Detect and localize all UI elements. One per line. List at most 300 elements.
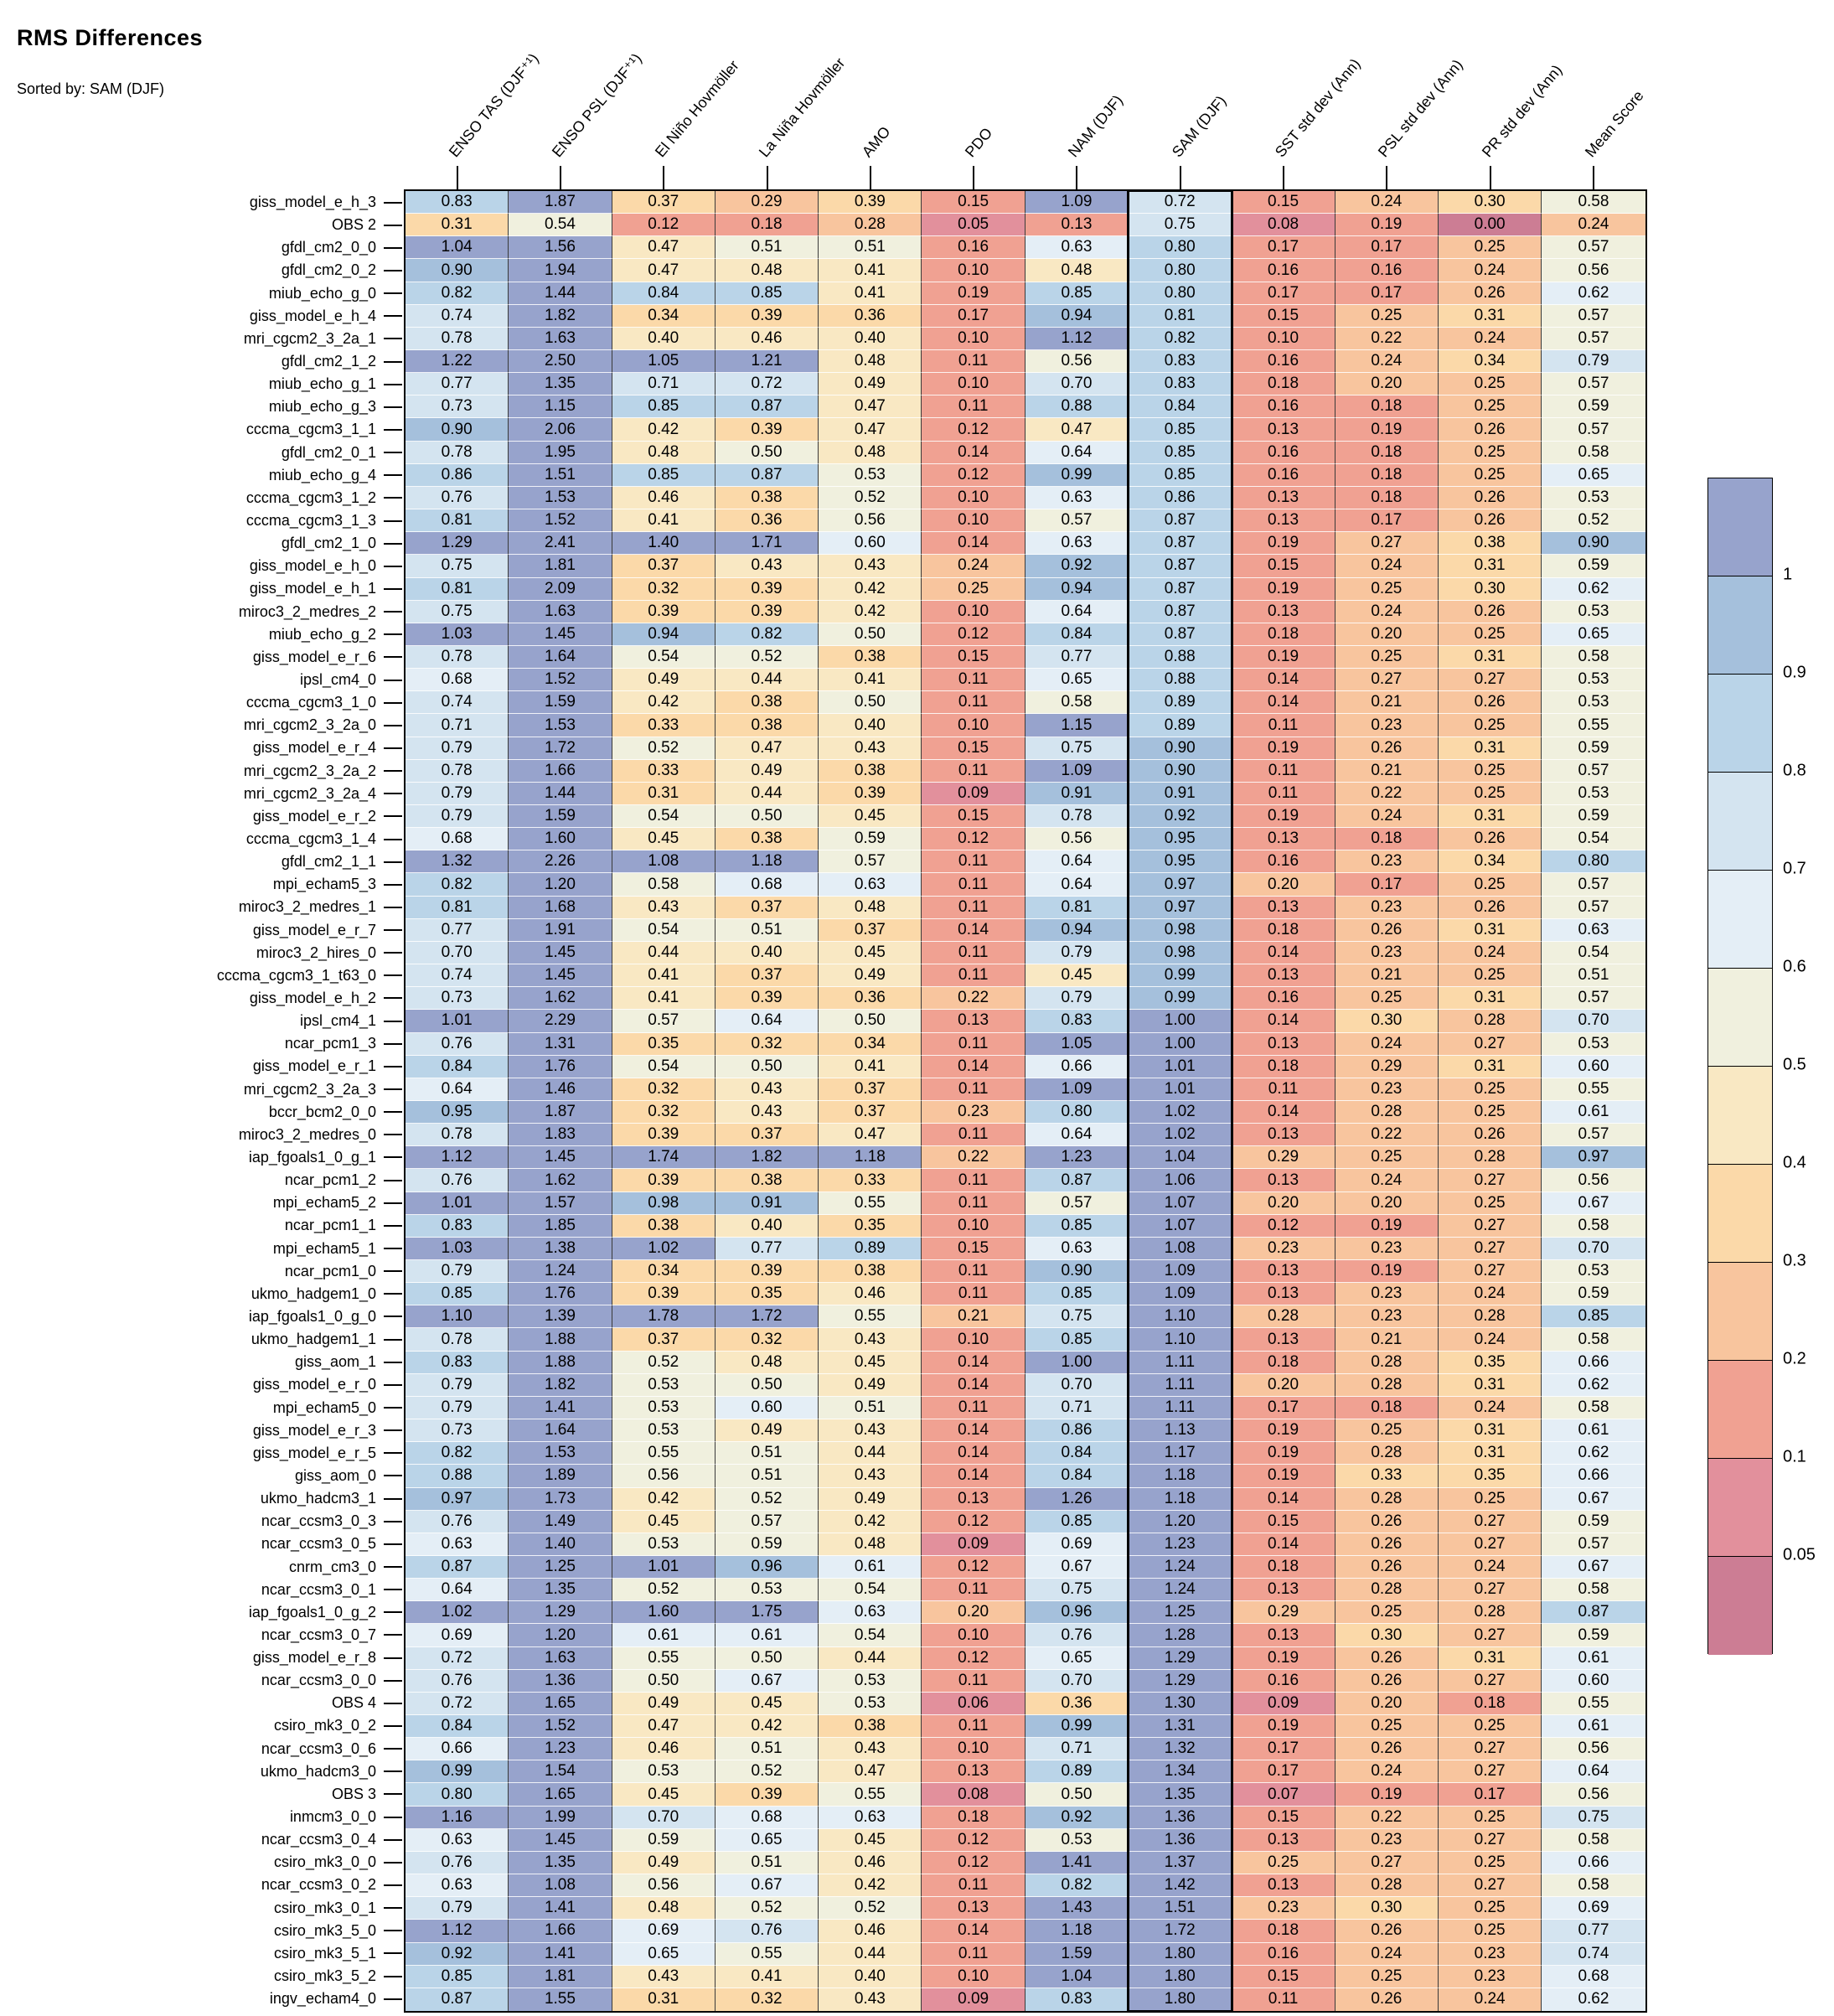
model-name-label: giss_model_e_h_1 [249, 580, 376, 597]
legend-color-block [1708, 1361, 1772, 1459]
heatmap-cell: 1.35 [509, 1579, 612, 1601]
column-tick [1283, 166, 1284, 189]
row-label-row [0, 1124, 402, 1146]
heatmap-cell: 0.57 [716, 1511, 819, 1533]
heatmap-cell: 0.25 [1335, 305, 1439, 328]
heatmap-cell: 1.51 [1129, 1897, 1232, 1920]
heatmap-cell: 0.19 [1335, 1783, 1439, 1806]
model-name-label: miroc3_2_medres_1 [238, 898, 376, 916]
heatmap-cell: 0.19 [922, 282, 1025, 305]
heatmap-cell: 0.31 [1439, 1419, 1542, 1442]
heatmap-cell: 0.31 [1439, 919, 1542, 942]
row-tick [384, 1180, 402, 1181]
row-tick [384, 588, 402, 590]
row-label-row [0, 1101, 402, 1124]
heatmap-cell: 0.13 [1232, 897, 1335, 919]
heatmap-cell: 0.36 [819, 305, 922, 328]
heatmap-cell: 0.12 [612, 214, 716, 236]
column-tick [1593, 166, 1594, 189]
heatmap-cell: 1.01 [406, 1010, 509, 1032]
heatmap-cell: 0.51 [716, 1738, 819, 1760]
heatmap-cell: 0.12 [922, 418, 1025, 441]
heatmap-cell: 1.20 [509, 1624, 612, 1646]
heatmap-cell: 0.11 [1232, 783, 1335, 805]
heatmap-cell: 1.94 [509, 259, 612, 282]
heatmap-cell: 1.16 [406, 1807, 509, 1829]
heatmap-cell: 0.31 [612, 1988, 716, 2011]
heatmap-cell: 0.81 [1129, 305, 1232, 328]
heatmap-cell: 0.17 [1335, 873, 1439, 896]
heatmap-cell: 0.37 [716, 897, 819, 919]
heatmap-cell: 1.91 [509, 919, 612, 942]
heatmap-cell: 0.41 [819, 1056, 922, 1078]
model-name-label: giss_model_e_r_3 [252, 1421, 376, 1439]
heatmap-cell: 0.59 [1542, 805, 1645, 828]
heatmap-cell: 0.16 [1232, 1670, 1335, 1693]
heatmap-cell: 0.21 [1335, 760, 1439, 783]
heatmap-cell: 1.72 [1129, 1920, 1232, 1942]
heatmap-cell: 1.76 [509, 1283, 612, 1305]
heatmap-cell: 1.63 [509, 1647, 612, 1670]
heatmap-cell: 0.37 [612, 555, 716, 577]
heatmap-cell: 0.57 [1542, 373, 1645, 395]
heatmap-cell: 0.45 [819, 1352, 922, 1374]
heatmap-cell: 0.11 [922, 1260, 1025, 1283]
heatmap-cell: 1.88 [509, 1328, 612, 1351]
model-name-label: giss_model_e_r_1 [252, 1057, 376, 1075]
heatmap-cell: 0.47 [716, 737, 819, 760]
heatmap-cell: 0.53 [716, 1579, 819, 1601]
heatmap-cell: 0.19 [1335, 418, 1439, 441]
row-tick [384, 1429, 402, 1431]
row-tick [384, 292, 402, 294]
heatmap-cell: 0.49 [819, 1488, 922, 1511]
heatmap-cell: 0.37 [612, 1328, 716, 1351]
heatmap-cell: 0.45 [1025, 964, 1129, 987]
heatmap-cell: 0.35 [1439, 1465, 1542, 1487]
heatmap-cell: 0.69 [1542, 1897, 1645, 1920]
heatmap-cell: 0.30 [1439, 191, 1542, 214]
heatmap-cell: 1.29 [1129, 1670, 1232, 1693]
heatmap-cell: 0.87 [1129, 623, 1232, 646]
heatmap-cell: 1.26 [1025, 1488, 1129, 1511]
heatmap-cell: 0.37 [716, 964, 819, 987]
heatmap-cell: 0.92 [1129, 805, 1232, 828]
heatmap-cell: 0.34 [612, 305, 716, 328]
heatmap-cell: 1.71 [716, 532, 819, 555]
heatmap-cell: 0.28 [1335, 1488, 1439, 1511]
heatmap-cell: 1.87 [509, 191, 612, 214]
row-tick [384, 633, 402, 635]
heatmap-cell: 0.86 [1025, 1419, 1129, 1442]
heatmap-cell: 0.64 [1025, 601, 1129, 623]
heatmap-cell: 0.58 [1542, 1874, 1645, 1897]
heatmap-cell: 0.51 [716, 1852, 819, 1874]
row-tick [384, 1202, 402, 1204]
heatmap-cell: 0.47 [612, 236, 716, 259]
row-label-row [0, 1260, 402, 1283]
heatmap-cell: 0.43 [819, 1328, 922, 1351]
model-name-label: cccma_cgcm3_1_t63_0 [216, 966, 376, 984]
row-tick [384, 747, 402, 749]
heatmap-cell: 0.83 [1025, 1010, 1129, 1032]
heatmap-cell: 0.48 [1025, 259, 1129, 282]
row-label-row [0, 714, 402, 737]
heatmap-cell: 0.17 [1232, 236, 1335, 259]
heatmap-cell: 0.27 [1439, 669, 1542, 691]
heatmap-cell: 0.41 [612, 987, 716, 1010]
heatmap-cell: 0.84 [1129, 395, 1232, 418]
heatmap-cell: 0.67 [716, 1670, 819, 1693]
heatmap-cell: 0.34 [612, 1260, 716, 1283]
heatmap-cell: 1.52 [509, 669, 612, 691]
heatmap-cell: 0.38 [716, 714, 819, 737]
heatmap-cell: 1.52 [509, 1715, 612, 1738]
heatmap-cell: 0.85 [406, 1283, 509, 1305]
heatmap-cell: 0.39 [819, 783, 922, 805]
heatmap-cell: 0.35 [819, 1215, 922, 1238]
row-label-row [0, 282, 402, 305]
heatmap-cell: 0.11 [922, 1579, 1025, 1601]
row-label-row [0, 1214, 402, 1237]
heatmap-cell: 1.40 [612, 532, 716, 555]
heatmap-cell: 0.63 [406, 1533, 509, 1556]
heatmap-cell: 0.23 [1335, 1305, 1439, 1328]
heatmap-cell: 0.48 [612, 1897, 716, 1920]
row-label-row [0, 760, 402, 783]
row-tick [384, 725, 402, 726]
heatmap-cell: 0.85 [1542, 1305, 1645, 1328]
column-header-9: SST std dev (Ann) [1271, 55, 1364, 161]
heatmap-cell: 0.83 [406, 1352, 509, 1374]
heatmap-cell: 0.28 [1232, 1305, 1335, 1328]
model-name-label: iap_fgoals1_0_g_1 [248, 1148, 376, 1166]
heatmap-cell: 0.48 [819, 1533, 922, 1556]
row-tick [384, 1066, 402, 1067]
row-label-row [0, 1783, 402, 1806]
heatmap-cell: 0.31 [1439, 1442, 1542, 1465]
legend-color-block [1708, 1165, 1772, 1263]
heatmap-cell: 0.13 [1232, 828, 1335, 850]
heatmap-cell: 0.25 [1439, 783, 1542, 805]
heatmap-cell: 0.18 [1232, 1920, 1335, 1942]
row-tick [384, 1339, 402, 1341]
heatmap-cell: 0.37 [819, 919, 922, 942]
heatmap-cell: 0.80 [1129, 259, 1232, 282]
heatmap-cell: 1.09 [1025, 760, 1129, 783]
heatmap-cell: 0.50 [819, 623, 922, 646]
heatmap-cell: 0.31 [1439, 646, 1542, 669]
model-name-label: cccma_cgcm3_1_1 [245, 421, 376, 438]
heatmap-cell: 1.12 [406, 1146, 509, 1169]
heatmap-cell: 0.65 [716, 1829, 819, 1852]
heatmap-cell: 0.15 [1232, 555, 1335, 577]
heatmap-cell: 0.38 [716, 828, 819, 850]
heatmap-cell: 0.16 [1232, 850, 1335, 873]
model-name-label: giss_model_e_r_7 [252, 921, 376, 938]
heatmap-cell: 1.25 [509, 1556, 612, 1579]
heatmap-cell: 0.17 [1232, 1738, 1335, 1760]
row-tick [384, 315, 402, 317]
heatmap-cell: 0.16 [1335, 259, 1439, 282]
heatmap-cell: 0.56 [1542, 1783, 1645, 1806]
heatmap-cell: 0.91 [716, 1192, 819, 1215]
heatmap-cell: 0.10 [922, 328, 1025, 350]
heatmap-cell: 0.90 [1129, 760, 1232, 783]
legend-color-block [1708, 871, 1772, 969]
heatmap-cell: 1.80 [1129, 1943, 1232, 1966]
heatmap-cell: 0.33 [612, 760, 716, 783]
row-tick [384, 1156, 402, 1158]
heatmap-cell: 0.31 [1439, 1056, 1542, 1078]
row-tick [384, 1952, 402, 1954]
heatmap-cell: 1.00 [1025, 1352, 1129, 1374]
heatmap-cell: 0.17 [1232, 282, 1335, 305]
heatmap-cell: 0.50 [716, 1374, 819, 1397]
model-name-label: giss_aom_1 [294, 1353, 376, 1371]
row-tick [384, 702, 402, 704]
model-name-label: csiro_mk3_5_1 [273, 1944, 376, 1962]
column-header-10: PSL std dev (Ann) [1375, 56, 1467, 161]
model-name-label: mpi_echam5_1 [272, 1239, 376, 1257]
heatmap-cell: 2.06 [509, 418, 612, 441]
heatmap-cell: 0.10 [922, 373, 1025, 395]
heatmap-cell: 1.13 [1129, 1419, 1232, 1442]
heatmap-cell: 0.80 [1542, 850, 1645, 873]
heatmap-cell: 0.18 [1335, 828, 1439, 850]
row-label-row [0, 1237, 402, 1259]
row-tick [384, 815, 402, 817]
heatmap-cell: 1.85 [509, 1215, 612, 1238]
heatmap-cell: 0.60 [1542, 1670, 1645, 1693]
heatmap-cell: 0.11 [922, 760, 1025, 783]
row-label-row [0, 805, 402, 828]
heatmap-cell: 0.14 [922, 1419, 1025, 1442]
heatmap-cell: 1.32 [406, 850, 509, 873]
heatmap-cell: 0.56 [819, 509, 922, 532]
heatmap-cell: 1.29 [1129, 1647, 1232, 1670]
heatmap-cell: 1.31 [509, 1033, 612, 1056]
heatmap-cell: 0.53 [1542, 1260, 1645, 1283]
heatmap-cell: 1.08 [509, 1874, 612, 1897]
heatmap-cell: 0.70 [1025, 373, 1129, 395]
heatmap-cell: 0.12 [922, 1829, 1025, 1852]
row-label-row [0, 442, 402, 464]
heatmap-cell: 0.64 [1025, 442, 1129, 464]
heatmap-cell: 1.87 [509, 1101, 612, 1124]
heatmap-cell: 0.87 [1129, 578, 1232, 601]
heatmap-cell: 1.24 [509, 1260, 612, 1283]
row-tick [384, 1270, 402, 1272]
heatmap-cell: 0.12 [922, 828, 1025, 850]
heatmap-cell: 0.39 [819, 191, 922, 214]
heatmap-cell: 1.04 [406, 236, 509, 259]
heatmap-cell: 0.58 [1542, 1328, 1645, 1351]
model-name-label: ncar_ccsm3_0_6 [261, 1739, 376, 1757]
heatmap-cell: 1.18 [819, 1146, 922, 1169]
heatmap-cell: 0.19 [1232, 1465, 1335, 1487]
heatmap-cell: 0.83 [1129, 350, 1232, 373]
heatmap-cell: 0.25 [1439, 1488, 1542, 1511]
heatmap-cell: 0.17 [1232, 1760, 1335, 1783]
heatmap-cell: 1.36 [509, 1670, 612, 1693]
model-name-label: giss_model_e_h_3 [249, 194, 376, 211]
row-label-row [0, 1555, 402, 1578]
heatmap-cell: 0.95 [1129, 828, 1232, 850]
heatmap-cell: 0.18 [1335, 442, 1439, 464]
heatmap-cell: 0.85 [612, 464, 716, 487]
heatmap-cell: 0.16 [1232, 350, 1335, 373]
heatmap-cell: 0.61 [716, 1624, 819, 1646]
heatmap-cell: 0.28 [1335, 1442, 1439, 1465]
heatmap-cell: 0.45 [612, 828, 716, 850]
heatmap-cell: 0.63 [819, 873, 922, 896]
heatmap-cell: 0.43 [819, 1738, 922, 1760]
heatmap-cell: 0.49 [612, 1852, 716, 1874]
heatmap-cell: 0.70 [1025, 1670, 1129, 1693]
heatmap-cell: 0.63 [406, 1874, 509, 1897]
legend-color-block [1708, 1263, 1772, 1361]
heatmap-cell: 0.56 [1025, 350, 1129, 373]
row-tick [384, 1725, 402, 1727]
heatmap-cell: 0.99 [1025, 464, 1129, 487]
heatmap-cell: 0.97 [406, 1488, 509, 1511]
heatmap-cell: 0.76 [406, 1852, 509, 1874]
heatmap-cell: 1.72 [716, 1305, 819, 1328]
model-name-label: miub_echo_g_0 [268, 284, 376, 302]
heatmap-cell: 0.38 [819, 1260, 922, 1283]
heatmap-cell: 0.39 [612, 1283, 716, 1305]
heatmap-cell: 0.58 [1542, 1829, 1645, 1852]
heatmap-cell: 0.40 [716, 942, 819, 964]
heatmap-cell: 0.60 [819, 532, 922, 555]
row-tick [384, 1680, 402, 1682]
legend-color-block [1708, 773, 1772, 871]
heatmap-cell: 0.25 [1335, 1146, 1439, 1169]
heatmap-cell: 0.52 [1542, 509, 1645, 532]
heatmap-cell: 0.00 [1439, 214, 1542, 236]
heatmap-cell: 1.11 [1129, 1374, 1232, 1397]
page-title: RMS Differences [17, 25, 204, 50]
heatmap-cell: 0.42 [612, 1488, 716, 1511]
row-tick [384, 1770, 402, 1772]
heatmap-cell: 0.18 [1232, 1352, 1335, 1374]
heatmap-cell: 0.83 [1129, 373, 1232, 395]
heatmap-cell: 0.13 [1232, 1283, 1335, 1305]
row-tick [384, 338, 402, 339]
heatmap-cell: 0.27 [1439, 1215, 1542, 1238]
heatmap-cell: 0.31 [1439, 987, 1542, 1010]
row-label-row [0, 1760, 402, 1783]
model-name-label: csiro_mk3_0_0 [273, 1853, 376, 1871]
heatmap-cell: 0.38 [819, 646, 922, 669]
heatmap-cell: 0.58 [1542, 1397, 1645, 1419]
heatmap-cell: 0.26 [1439, 691, 1542, 714]
heatmap-cell: 0.50 [716, 442, 819, 464]
heatmap-cell: 1.56 [509, 236, 612, 259]
model-name-label: mpi_echam5_3 [272, 876, 376, 893]
heatmap-cell: 0.24 [1439, 1556, 1542, 1579]
heatmap-cell: 0.27 [1439, 1760, 1542, 1783]
heatmap-cell: 0.53 [1542, 783, 1645, 805]
heatmap-cell: 0.19 [1232, 805, 1335, 828]
heatmap-cell: 0.71 [1025, 1397, 1129, 1419]
model-name-label: gfdl_cm2_0_2 [281, 261, 376, 279]
heatmap-cell: 1.36 [1129, 1807, 1232, 1829]
heatmap-cell: 1.04 [1025, 1966, 1129, 1988]
model-name-label: mri_cgcm2_3_2a_1 [243, 329, 376, 347]
heatmap-cell: 0.48 [819, 442, 922, 464]
heatmap-cell: 0.46 [819, 1852, 922, 1874]
row-tick [384, 656, 402, 658]
row-label-row [0, 1646, 402, 1669]
heatmap-cell: 0.78 [406, 442, 509, 464]
model-name-label: mpi_echam5_0 [272, 1398, 376, 1416]
heatmap-cell: 0.25 [1335, 578, 1439, 601]
heatmap-cell: 0.44 [716, 669, 819, 691]
model-name-label: gfdl_cm2_1_2 [281, 353, 376, 370]
heatmap-cell: 0.76 [406, 487, 509, 509]
heatmap-cell: 0.48 [612, 442, 716, 464]
heatmap-cell: 0.26 [1439, 509, 1542, 532]
row-label-row [0, 305, 402, 328]
row-tick [384, 611, 402, 613]
heatmap-cell: 0.57 [1025, 1192, 1129, 1215]
heatmap-cell: 0.53 [1542, 1033, 1645, 1056]
heatmap-cell: 0.43 [716, 1078, 819, 1101]
heatmap-cell: 0.25 [1335, 1715, 1439, 1738]
heatmap-cell: 0.17 [1439, 1783, 1542, 1806]
heatmap-cell: 0.25 [1439, 760, 1542, 783]
row-tick [384, 566, 402, 567]
heatmap-cell: 1.09 [1025, 191, 1129, 214]
heatmap-cell: 0.23 [1335, 1829, 1439, 1852]
heatmap-cell: 0.41 [819, 259, 922, 282]
heatmap-cell: 0.19 [1232, 532, 1335, 555]
heatmap-cell: 0.11 [1232, 1078, 1335, 1101]
heatmap-cell: 0.55 [1542, 1693, 1645, 1715]
heatmap-cell: 0.53 [1025, 1829, 1129, 1852]
heatmap-cell: 1.62 [509, 987, 612, 1010]
heatmap-cell: 0.54 [612, 805, 716, 828]
column-tick [767, 166, 768, 189]
model-name-label: csiro_mk3_5_0 [273, 1921, 376, 1939]
row-tick [384, 543, 402, 545]
heatmap-cell: 0.71 [612, 373, 716, 395]
row-tick [384, 1634, 402, 1636]
heatmap-cell: 0.67 [1542, 1488, 1645, 1511]
heatmap-cell: 0.83 [406, 1215, 509, 1238]
model-name-label: ipsl_cm4_0 [299, 671, 376, 689]
row-label-row [0, 1169, 402, 1192]
row-tick [384, 929, 402, 931]
heatmap-cell: 1.45 [509, 623, 612, 646]
heatmap-cell: 0.59 [1542, 1283, 1645, 1305]
heatmap-cell: 0.13 [1232, 487, 1335, 509]
row-label-row [0, 1669, 402, 1692]
heatmap-cell: 0.25 [1439, 1078, 1542, 1101]
heatmap-cell: 0.90 [1542, 532, 1645, 555]
heatmap-cell: 0.84 [1025, 623, 1129, 646]
heatmap-cell: 0.77 [406, 373, 509, 395]
heatmap-cell: 0.30 [1439, 578, 1542, 601]
row-label-row [0, 1146, 402, 1169]
heatmap-cell: 0.25 [1439, 442, 1542, 464]
heatmap-cell: 0.23 [1439, 1966, 1542, 1988]
heatmap-cell: 0.14 [1232, 942, 1335, 964]
heatmap-cell: 1.17 [1129, 1442, 1232, 1465]
heatmap-cell: 0.28 [819, 214, 922, 236]
